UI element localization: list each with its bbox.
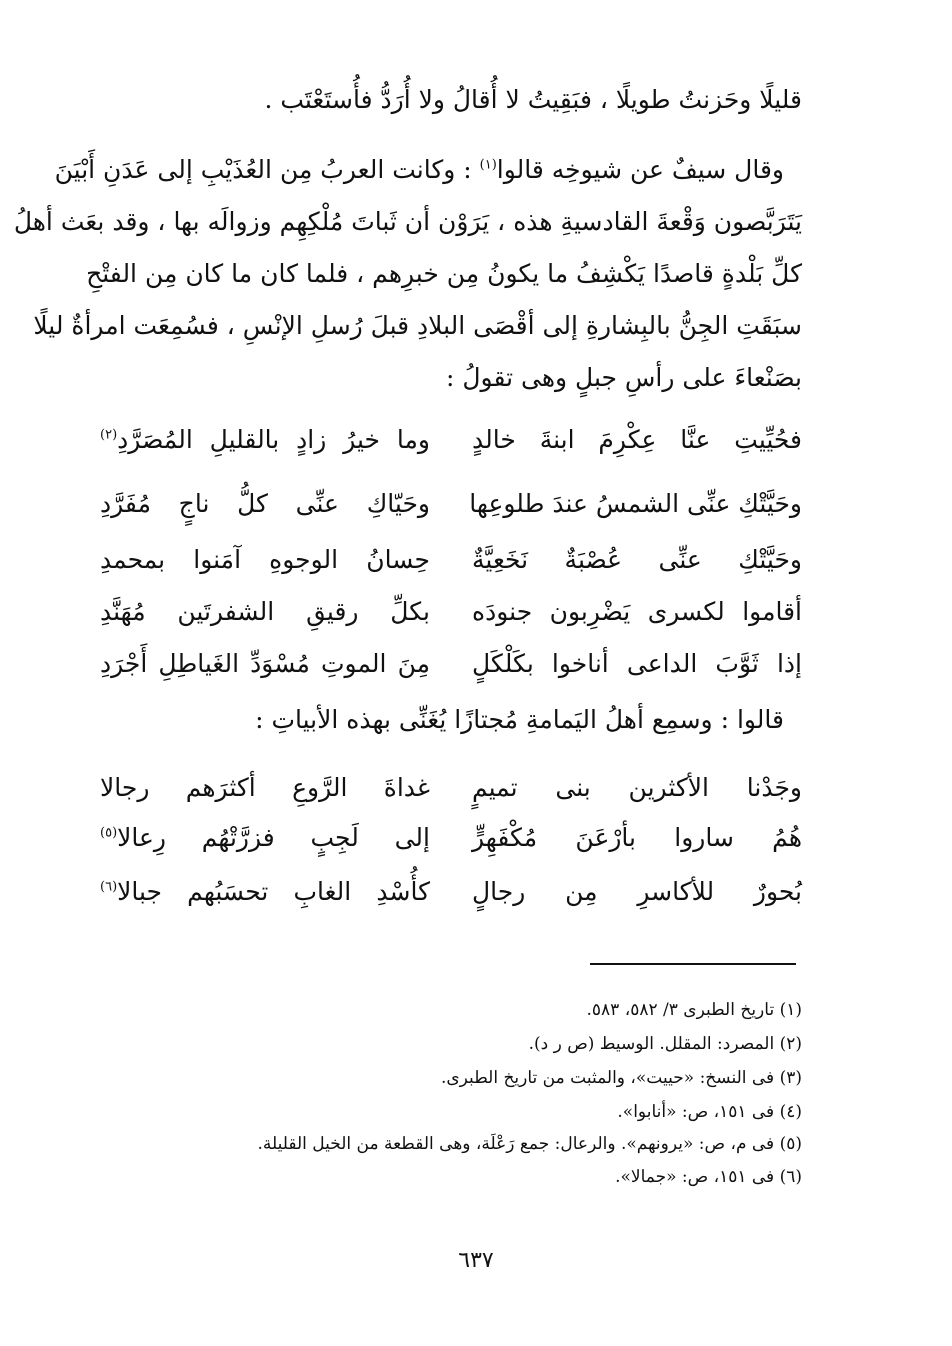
verse-second-hemistich: حِسانُ الوجوهِ آمَنوا بمحمدِ bbox=[100, 545, 430, 574]
verse-first-hemistich: فحُيِّيتِ عنَّا عِكْرِمَ ابنةَ خالدٍ bbox=[472, 425, 802, 454]
verse-line bbox=[100, 818, 802, 858]
prose-line bbox=[54, 152, 802, 188]
verse-first-hemistich: بُحورٌ للأكاسرِ مِن رجالٍ bbox=[472, 877, 802, 906]
verse-first-hemistich: هُمُ ساروا بأرْعَنَ مُكْفَهِرٍّ bbox=[472, 823, 802, 852]
footnote-ref: (٥) bbox=[100, 825, 118, 841]
verse-first-hemistich: وحَيَّتْكِ عنِّى الشمسُ عندَ طلوعِها bbox=[469, 489, 802, 518]
prose-line: قالوا : وسمِع أهلُ اليَمامةِ مُجتازًا يُغَنِّى بهذه الأبياتِ : bbox=[255, 705, 784, 734]
footnote-divider bbox=[590, 963, 796, 965]
footnote-ref: (٢) bbox=[100, 427, 118, 443]
verse-second-hemistich: إلى لَجِبٍ فزرَّتْهُم رِعالا$^{(٥)}$ bbox=[100, 823, 430, 852]
verse-line bbox=[100, 644, 802, 684]
verse-first-hemistich: إذا ثَوَّبَ الداعى أناخوا بكَلْكَلٍ bbox=[472, 649, 802, 678]
verse-line bbox=[100, 420, 802, 460]
footnote: (٢) المصرد: المقلل. الوسيط (ص ر د). bbox=[528, 1034, 802, 1054]
footnote: (٦) فى ١٥١، ص: «جمالا». bbox=[615, 1167, 802, 1187]
verse-second-hemistich: وحَيّاكِ عنِّى كلُّ ناجٍ مُفَرَّدِ bbox=[100, 489, 430, 518]
prose-text: : وكانت العربُ مِن العُذَيْبِ إلى عَدَنِ أَبْيَنَ bbox=[54, 155, 480, 184]
footnote-ref: (١) bbox=[479, 157, 497, 173]
footnote: (٣) فى النسخ: «حييت»، والمثبت من تاريخ الطبرى. bbox=[440, 1068, 802, 1088]
verse-second-hemistich: كأُسْدِ الغابِ تحسَبُهم جبالا$^{(٦)}$ bbox=[100, 877, 430, 906]
prose-line: سبَقَتِ الجِنُّ بالبِشارةِ إلى أقْصَى البلادِ قبلَ رُسلِ الإنْسِ ، فسُمِعَت امرأةٌ ليلًا bbox=[33, 311, 802, 340]
verse-first-hemistich: وجَدْنا الأكثرين بنى تميمٍ bbox=[472, 773, 802, 802]
verse-line bbox=[100, 484, 802, 524]
prose-line: كلِّ بَلْدةٍ قاصدًا يَكْشِفُ ما يكونُ مِن خبرِهم ، فلما كان ما كان مِن الفتْحِ bbox=[86, 259, 802, 288]
verse-second-hemistich: بكلِّ رقيقِ الشفرتَين مُهَنَّدِ bbox=[100, 597, 430, 626]
verse-first-hemistich: وحَيَّتْكِ عنِّى عُصْبَةٌ نَخَعِيَّةٌ bbox=[472, 545, 802, 574]
verse-second-hemistich: وما خيرُ زادٍ بالقليلِ المُصَرَّدِ$^{(٢)}$ bbox=[100, 425, 430, 454]
verse-second-hemistich: غداةَ الرَّوعِ أكثرَهم رجالا bbox=[100, 773, 430, 802]
verse-first-hemistich: أقاموا لكسرى يَضْرِبون جنودَه bbox=[472, 597, 802, 626]
verse-line bbox=[100, 540, 802, 580]
footnote: (٤) فى ١٥١، ص: «أنابوا». bbox=[617, 1102, 802, 1122]
prose-text: وقال سيفٌ عن شيوخِه قالوا bbox=[496, 155, 784, 184]
footnote: (١) تاريخ الطبرى ٣/ ٥٨٢، ٥٨٣. bbox=[586, 1000, 802, 1020]
verse-line bbox=[100, 592, 802, 632]
footnote: (٥) فى م، ص: «يرونهم». والرعال: جمع رَعْلَة، وهى القطعة من الخيل القليلة. bbox=[257, 1134, 802, 1154]
prose-line: بصَنْعاءَ على رأسِ جبلٍ وهى تقولُ : bbox=[446, 363, 802, 392]
prose-line: يَتَرَبَّصون وَقْعةَ القادسيةِ هذه ، يَرَوْن أن ثَباتَ مُلْكِهِم وزوالَه بها ، وقد بعَث أهلُ bbox=[13, 207, 802, 236]
footnote-ref: (٦) bbox=[100, 879, 118, 895]
verse-line bbox=[100, 768, 802, 808]
verse-second-hemistich: مِنَ الموتِ مُسْوَدِّ الغَياطِلِ أَجْرَدِ bbox=[100, 649, 430, 678]
page-number: ٦٣٧ bbox=[458, 1248, 494, 1273]
verse-line bbox=[100, 872, 802, 912]
prose-line: قليلًا وحَزنتُ طويلًا ، فبَقِيتُ لا أُقالُ ولا أُرَدُّ فأُستَعْتَب . bbox=[264, 85, 802, 114]
